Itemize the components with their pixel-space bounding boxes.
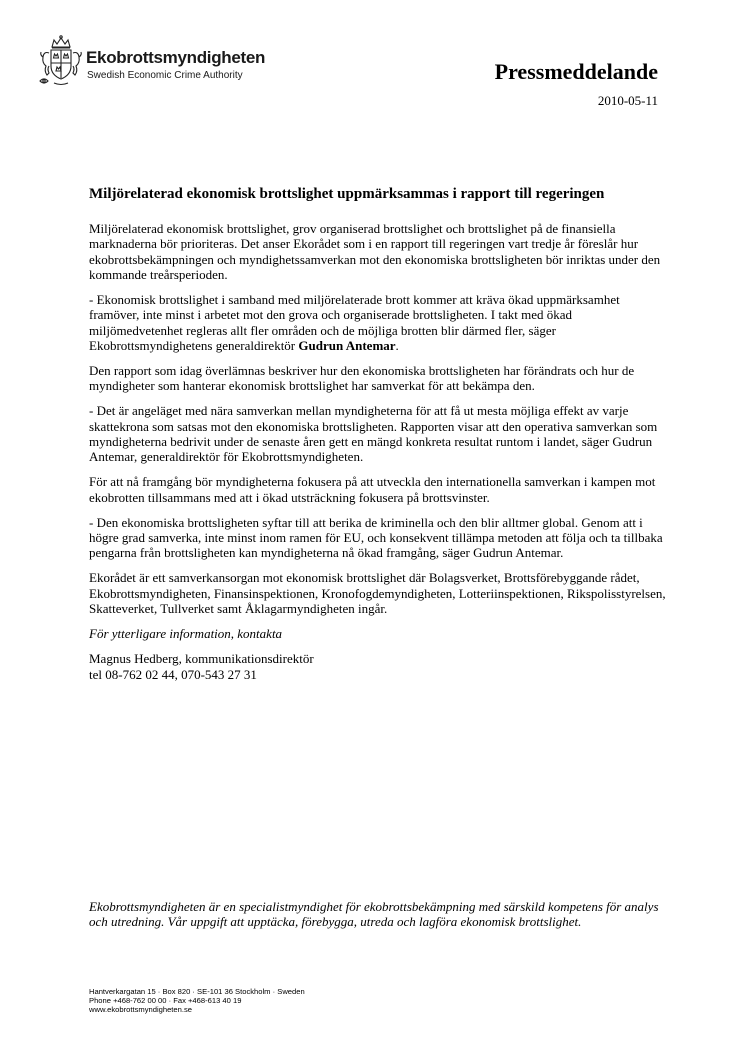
logo-agency-name: Ekobrottsmyndigheten [86, 48, 266, 67]
page-title: Miljörelaterad ekonomisk brottslighet uppmärksammas i rapport till regeringen [89, 186, 605, 202]
agency-description: Ekobrottsmyndigheten är en specialistmyndighet för ekobrottsbekämpning med särskild kompetens för analys och utredning. Vår uppgift att upptäcka, förebygga, utreda och lagföra ekonomisk brottslighet. [89, 899, 659, 930]
paragraph: För att nå framgång bör myndigheterna fokusera på att utveckla den internationella samverkan i kampen mot ekobrotten tillsammans med att i ökad utsträckning fokusera på brottsvinster. [89, 474, 656, 505]
document-type: Pressmeddelande [494, 59, 658, 84]
paragraph: - Den ekonomiska brottsligheten syftar till att berika de kriminella och den blir alltmer global. Genom att i högre grad samverka, inte minst inom ramen för EU, och konsekvent tillämpa metoden att följa och ta tillbaka pengarna från brottsligheten kan myndigheterna nå ökad framgång, säger Gudrun Antemar. [89, 514, 663, 561]
paragraph-text: . [395, 337, 399, 353]
logo-agency-subtitle: Swedish Economic Crime Authority [87, 70, 243, 81]
paragraph-text: - Ekonomisk brottslighet i samband med miljörelaterade brott kommer att kräva ökad uppmärksamhet framöver, inte minst i arbetet mot den grova och organiserade brottsligheten. I takt med ökad miljömedvetenhet regleras allt fler områden och de möjliga brotten blir därmed fler, säger Ekobrottsmyndighetens generaldirektör [89, 291, 620, 353]
contact-phone: tel 08-762 02 44, 070-543 27 31 [89, 666, 257, 682]
website-link[interactable]: www.ekobrottsmyndigheten.se [89, 1004, 192, 1014]
contact-heading: För ytterligare information, kontakta [89, 626, 283, 642]
agency-logo [36, 33, 276, 95]
contact-block [89, 651, 669, 682]
article-body [89, 221, 669, 692]
address-block [89, 988, 489, 1014]
paragraph: Ekorådet är ett samverkansorgan mot ekonomisk brottslighet där Bolagsverket, Brottsförebyggande rådet, Ekobrottsmyndigheten, Finansinspektionen, Kronofogdemyndigheten, Lotteriinspektionen, Rikspolisstyrelsen, Skatteverket, Tullverket samt Åklagarmyndigheten ingår. [89, 570, 666, 617]
address-line: Hantverkargatan 15 · Box 820 · SE-101 36 Stockholm · Sweden [89, 987, 305, 996]
paragraph: - Det är angeläget med nära samverkan mellan myndigheterna för att få ut mesta möjliga effekt av varje skattekrona som satsas mot den ekonomiska brottsligheten. Rapporten visar att den operativa samverkan som myndigheterna bedrivit under de senaste åren gett en mängd konkreta resultat runtom i landet, säger Gudrun Antemar, generaldirektör för Ekobrottsmyndigheten. [89, 403, 658, 465]
paragraph: Den rapport som idag överlämnas beskriver hur den ekonomiska brottsligheten har förändrats och hur de myndigheter som hanterar ekonomisk brottslighet har samverkat för att bekämpa den. [89, 362, 635, 394]
contact-name: Magnus Hedberg, kommunikationsdirektör [89, 651, 314, 667]
swedish-coat-of-arms-icon [36, 33, 86, 95]
document-date: 2010-05-11 [597, 93, 658, 108]
phone-fax-line: Phone +468-762 00 00 · Fax +468-613 40 19 [89, 995, 242, 1005]
paragraph: Miljörelaterad ekonomisk brottslighet, grov organiserad brottslighet och brottslighet på de finansiella marknaderna bör prioriteras. Det anser Ekorådet som i en rapport till regeringen vart tredje år föreslår hur ekobrottsbekämpningen och myndighetssamverkan mot den ekonomiska brottsligheten bör inriktas under den kommande treårsperioden. [89, 221, 661, 282]
highlighted-name: Gudrun Antemar [298, 337, 396, 353]
paragraph [89, 292, 669, 353]
